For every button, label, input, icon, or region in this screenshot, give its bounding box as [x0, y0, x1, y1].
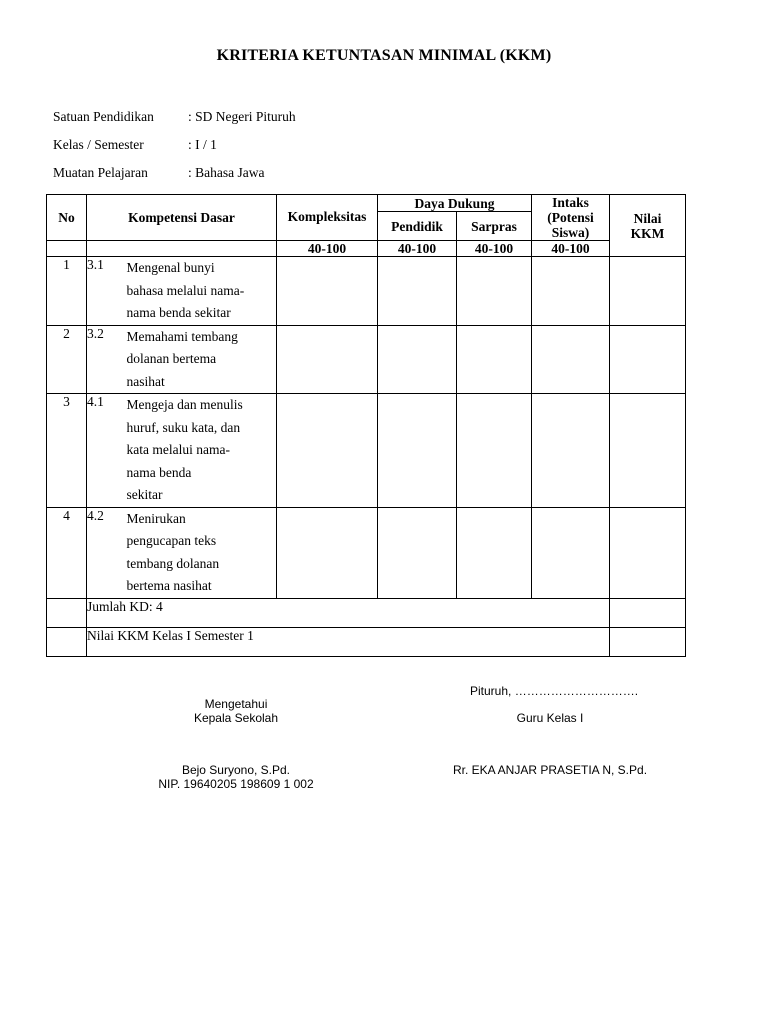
info-label: Kelas / Semester	[53, 137, 144, 152]
cell-kompleksitas	[277, 257, 378, 326]
row-no: 2	[47, 325, 87, 394]
cell-nilai	[610, 394, 686, 508]
row-code: 3.1	[87, 257, 127, 326]
desc-line: Menirukan	[126, 510, 186, 526]
cell-nilai	[610, 507, 686, 598]
info-value: : Bahasa Jawa	[188, 165, 265, 180]
left-title-kepala-sekolah: Kepala Sekolah	[193, 711, 279, 725]
summary-jumlah-kd: Jumlah KD: 4	[87, 598, 610, 627]
desc-line: Memahami tembang	[126, 328, 238, 344]
range-sarpras: 40-100	[457, 241, 532, 257]
kkm-table	[46, 194, 686, 657]
cell-pendidik	[378, 257, 457, 326]
summary-value	[610, 627, 686, 656]
info-value: : I / 1	[188, 137, 217, 152]
header-pendidik: Pendidik	[378, 212, 457, 241]
info-value: : SD Negeri Pituruh	[188, 109, 296, 124]
header-no: No	[47, 195, 87, 241]
left-signer-nip: NIP. 19640205 198609 1 002	[158, 777, 314, 791]
table-row	[47, 257, 686, 326]
table-row	[47, 325, 686, 394]
row-no: 1	[47, 257, 87, 326]
info-satuan-pendidikan	[53, 109, 296, 125]
range-pendidik: 40-100	[378, 241, 457, 257]
cell-intaks	[532, 507, 610, 598]
row-no: 4	[47, 507, 87, 598]
summary-nilai-kkm-kelas: Nilai KKM Kelas I Semester 1	[87, 627, 610, 656]
range-empty	[87, 241, 277, 257]
header-nilai-kkm-label: Nilai KKM	[630, 210, 665, 241]
summary-value	[610, 598, 686, 627]
desc-line: nama benda sekitar	[126, 305, 231, 320]
cell-sarpras	[457, 507, 532, 598]
header-kompetensi-dasar: Kompetensi Dasar	[87, 195, 277, 241]
place-date: Pituruh, ………………………….	[470, 684, 639, 698]
right-title-guru: Guru Kelas I	[516, 711, 584, 725]
desc-line: dolanan bertema	[126, 351, 217, 366]
right-signer-name: Rr. EKA ANJAR PRASETIA N, S.Pd.	[452, 763, 648, 777]
header-kompleksitas: Kompleksitas	[277, 195, 378, 241]
cell-pendidik	[378, 394, 457, 508]
desc-line: Mengenal bunyi	[126, 260, 215, 275]
cell-kompleksitas	[277, 325, 378, 394]
range-kompleksitas: 40-100	[277, 241, 378, 257]
info-kelas-semester	[53, 137, 217, 153]
header-intaks: Intaks (Potensi Siswa)	[532, 195, 610, 241]
range-empty	[47, 241, 87, 257]
cell-intaks	[532, 257, 610, 326]
row-desc	[127, 325, 277, 394]
summary-row-nilai	[47, 627, 686, 656]
desc-line: huruf, suku kata, dan	[126, 419, 241, 435]
cell-sarpras	[457, 325, 532, 394]
page-title: KRITERIA KETUNTASAN MINIMAL (KKM)	[216, 47, 552, 64]
header-nilai-kkm	[610, 195, 686, 257]
cell-intaks	[532, 394, 610, 508]
desc-line: Mengeja dan menulis	[126, 397, 243, 412]
row-no: 3	[47, 394, 87, 508]
summary-empty	[47, 598, 87, 627]
desc-line: nama benda	[126, 464, 192, 480]
desc-line: bahasa melalui nama-	[126, 282, 245, 298]
info-label: Satuan Pendidikan	[53, 109, 154, 124]
row-code: 4.1	[87, 394, 127, 508]
cell-pendidik	[378, 507, 457, 598]
summary-empty	[47, 627, 87, 656]
cell-kompleksitas	[277, 394, 378, 508]
header-sarpras: Sarpras	[457, 212, 532, 241]
cell-sarpras	[457, 394, 532, 508]
left-title-mengetahui: Mengetahui	[204, 697, 268, 711]
row-desc	[127, 507, 277, 598]
cell-nilai	[610, 257, 686, 326]
desc-line: bertema nasihat	[126, 578, 212, 593]
desc-line: sekitar	[126, 487, 163, 502]
left-signer-name: Bejo Suryono, S.Pd.	[181, 763, 291, 777]
table-row	[47, 394, 686, 508]
row-desc	[127, 257, 277, 326]
range-intaks: 40-100	[532, 241, 610, 257]
desc-line: kata melalui nama-	[126, 442, 230, 457]
cell-intaks	[532, 325, 610, 394]
desc-line: pengucapan teks	[126, 533, 217, 548]
row-desc	[127, 394, 277, 508]
row-code: 3.2	[87, 325, 127, 394]
cell-pendidik	[378, 325, 457, 394]
row-code: 4.2	[87, 507, 127, 598]
info-label: Muatan Pelajaran	[53, 165, 148, 180]
header-daya-dukung: Daya Dukung	[378, 195, 532, 212]
desc-line: tembang dolanan	[126, 555, 220, 571]
desc-line: nasihat	[126, 373, 165, 389]
cell-kompleksitas	[277, 507, 378, 598]
cell-sarpras	[457, 257, 532, 326]
cell-nilai	[610, 325, 686, 394]
info-muatan-pelajaran	[53, 165, 264, 181]
summary-row-jumlah	[47, 598, 686, 627]
table-row	[47, 507, 686, 598]
